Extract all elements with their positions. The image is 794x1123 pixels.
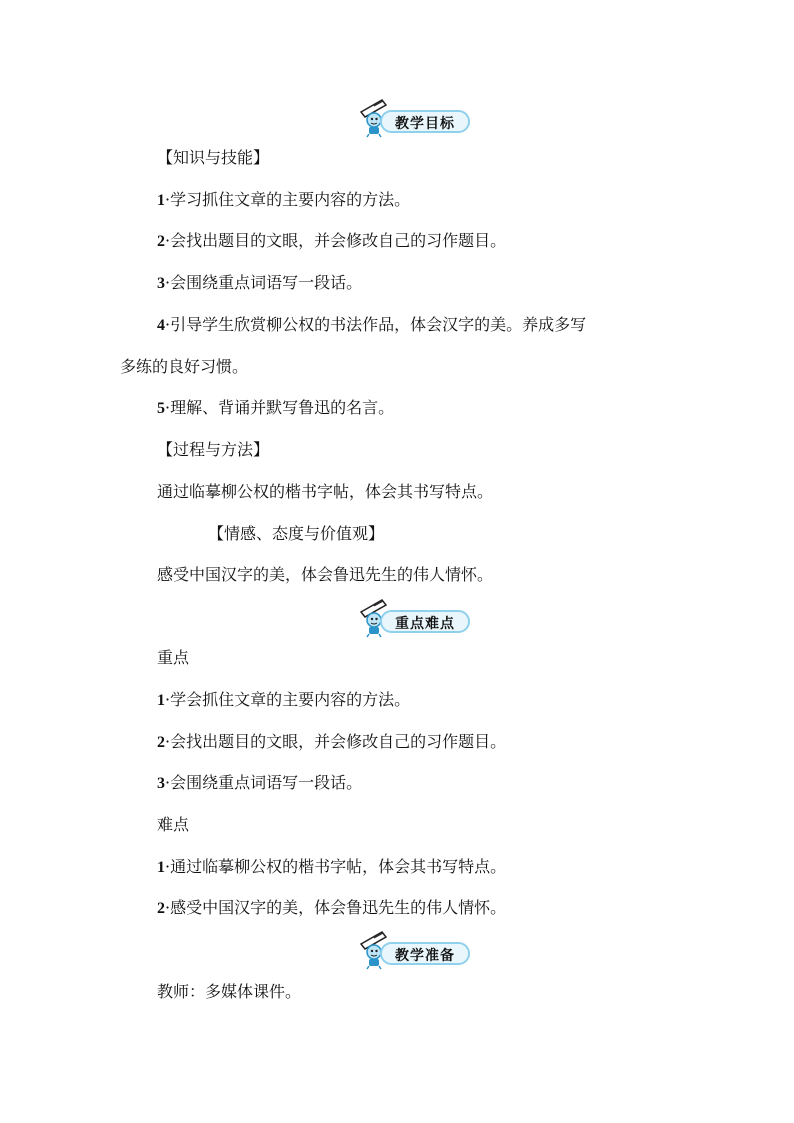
process-methods-heading: 【过程与方法】	[157, 440, 270, 459]
badge-label: 教学目标	[395, 116, 455, 132]
badge-label: 重点难点	[395, 616, 455, 632]
objective-item: 5·理解、背诵并默写鲁迅的名言。	[157, 398, 395, 417]
focus-item: 3·会围绕重点词语写一段话。	[157, 773, 363, 792]
objective-item: 3·会围绕重点词语写一段话。	[157, 273, 363, 292]
difficulty-heading: 难点	[157, 815, 190, 834]
focus-heading: 重点	[157, 648, 190, 667]
preparation-text: 教师：多媒体课件。	[157, 982, 302, 1001]
knowledge-skills-heading: 【知识与技能】	[157, 148, 270, 167]
badge-label: 教学准备	[395, 948, 455, 964]
emotion-values-text: 感受中国汉字的美，体会鲁迅先生的伟人情怀。	[157, 565, 494, 584]
objective-item: 1·学习抓住文章的主要内容的方法。	[157, 190, 411, 209]
focus-item: 1·学会抓住文章的主要内容的方法。	[157, 690, 411, 709]
difficulty-item: 2·感受中国汉字的美，体会鲁迅先生的伟人情怀。	[157, 898, 507, 917]
process-methods-text: 通过临摹柳公权的楷书字帖，体会其书写特点。	[157, 482, 494, 501]
emotion-values-heading: 【情感、态度与价值观】	[208, 524, 385, 543]
objective-item: 4·引导学生欣赏柳公权的书法作品，体会汉字的美。养成多写	[157, 315, 587, 334]
difficulty-item: 1·通过临摹柳公权的楷书字帖，体会其书写特点。	[157, 857, 507, 876]
objective-item: 2·会找出题目的文眼，并会修改自己的习作题目。	[157, 231, 507, 250]
objective-item-continuation: 多练的良好习惯。	[120, 357, 249, 376]
section-badge-preparation	[356, 930, 474, 970]
section-badge-objectives	[356, 98, 474, 138]
section-badge-keypoints	[356, 598, 474, 638]
focus-item: 2·会找出题目的文眼，并会修改自己的习作题目。	[157, 732, 507, 751]
